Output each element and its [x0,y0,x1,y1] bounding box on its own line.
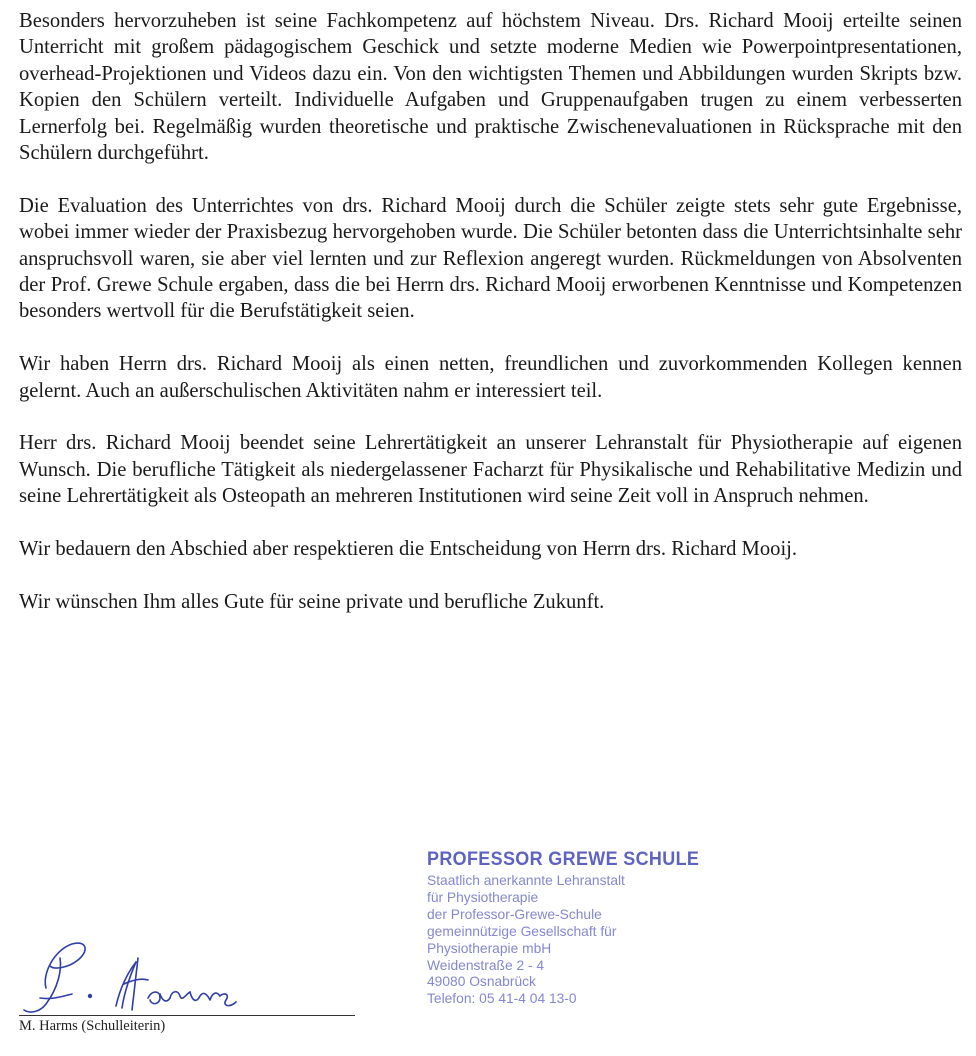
paragraph-competence: Besonders hervorzuheben ist seine Fachkompetenz auf höchstem Niveau. Drs. Richard Mooij erteilte seinen Unterricht mit großem pädagogischem Geschick und setzte moderne Medien wie Powerpointpresentationen, overhead-Projektionen und Videos dazu ein. Von den wichtigsten Themen und Abbildungen wurden Skripts bzw. Kopien den Schülern verteilt. Individuelle Aufgaben und Gruppenaufgaben trugen zu einem verbesserten Lernerfolg bei. Regelmäßig wurden theoretische und praktische Zwischenevaluationen in Rücksprache mit den Schülern durchgeführt. [19,10,962,165]
stamp-line: Weidenstraße 2 - 4 [427,957,545,973]
handwritten-signature [20,936,240,1020]
stamp-line: gemeinnützige Gesellschaft für [427,923,617,939]
paragraph-regret: Wir bedauern den Abschied aber respektieren die Entscheidung von Herrn drs. Richard Mooij. [19,538,798,561]
stamp-line: für Physiotherapie [427,889,539,905]
stamp-line: Physiotherapie mbH [427,940,552,956]
stamp-line: Staatlich anerkannte Lehranstalt [427,873,625,888]
paragraph-colleague: Wir haben Herrn drs. Richard Mooij als einen netten, freundlichen und zuvorkommenden Kollegen kennen gelernt. Auch an außerschulischen Aktivitäten nahm er interessiert teil. [19,353,962,402]
paragraph-departure-reason: Herr drs. Richard Mooij beendet seine Lehrertätigkeit an unserer Lehranstalt für Physiotherapie auf eigenen Wunsch. Die berufliche Tätigkeit als niedergelassener Facharzt für Physikalische und Rehabilitative Medizin und seine Lehrertätigkeit als Osteopath an mehreren Institutionen wird seine Zeit voll in Anspruch nehmen. [19,432,962,508]
stamp-line: der Professor-Grewe-Schule [427,906,602,922]
school-stamp [427,848,727,1008]
stamp-line: 49080 Osnabrück [427,974,536,990]
signature-caption: M. Harms (Schulleiterin) [19,1018,166,1034]
stamp-address-block [427,873,727,1008]
signature-line [19,1015,355,1016]
paragraph-wishes: Wir wünschen Ihm alles Gute für seine private und berufliche Zukunft. [19,590,605,613]
stamp-line: Telefon: 05 41-4 04 13-0 [427,991,577,1007]
stamp-title: PROFESSOR GREWE SCHULE [427,848,700,870]
paragraph-evaluation: Die Evaluation des Unterrichtes von drs. Richard Mooij durch die Schüler zeigte stets sehr gute Ergebnisse, wobei immer wieder der Praxisbezug hervorgehoben wurde. Die Schüler betonten dass die Unterrichtsinhalte sehr anspruchsvoll waren, sie aber viel lernten und zur Reflexion angeregt wurden. Rückmeldungen von Absolventen der Prof. Grewe Schule ergaben, dass die bei Herrn drs. Richard Mooij erworbenen Kenntnisse und Kompetenzen besonders wertvoll für die Berufstätigkeit seien. [19,194,962,323]
letter-body [19,8,962,642]
